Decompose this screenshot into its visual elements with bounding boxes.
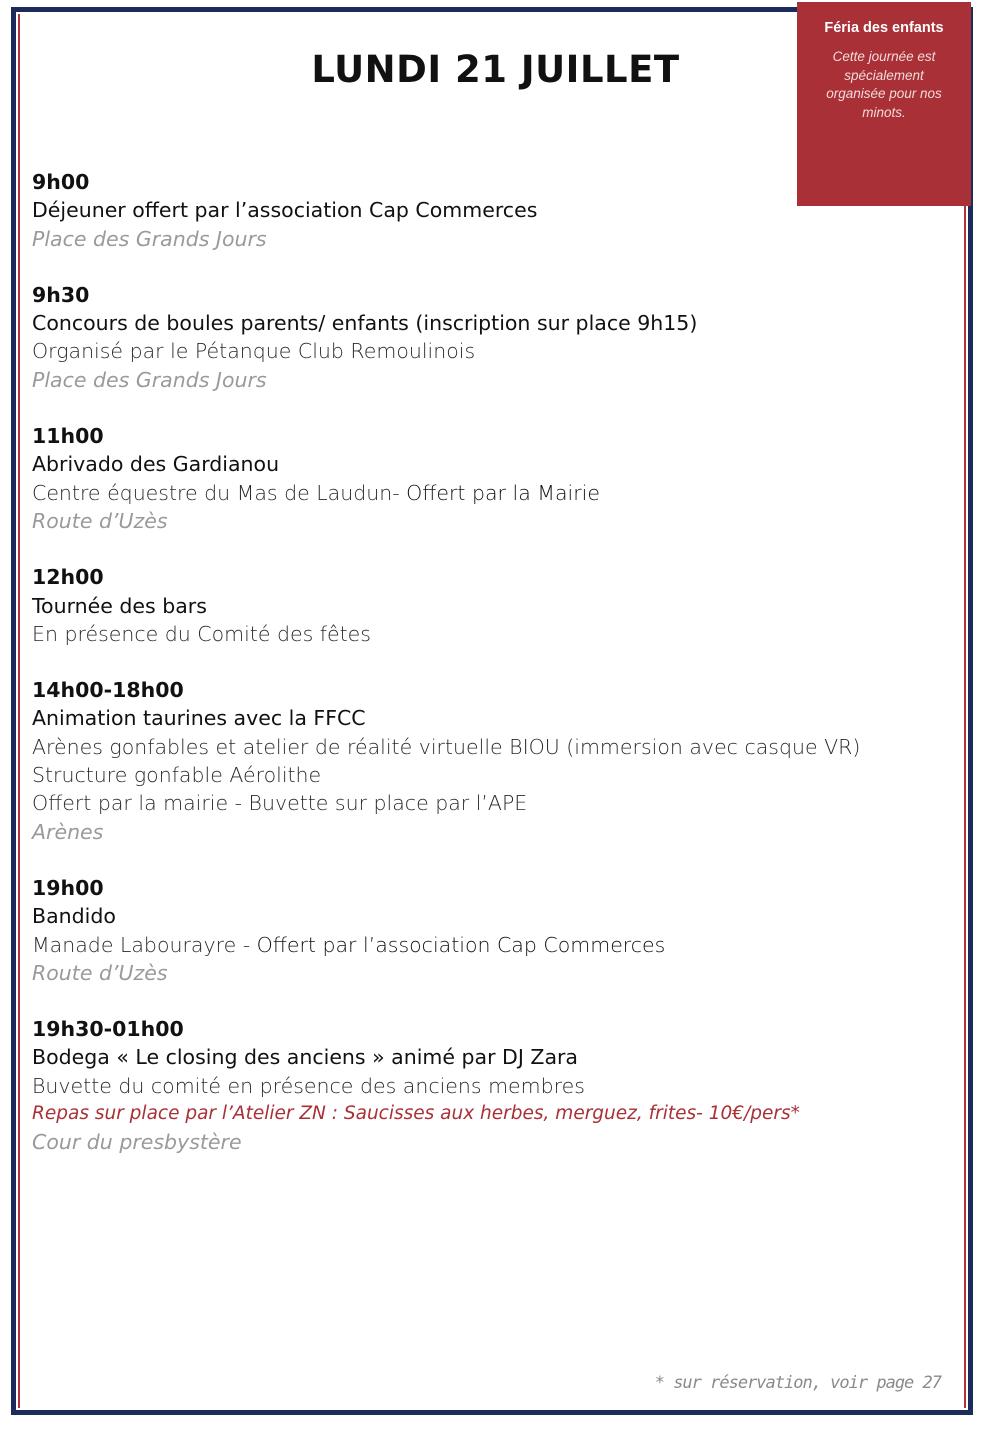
event-item [32,422,932,535]
event-place: Route d’Uzès [32,508,168,533]
event-place: Arènes [32,819,104,844]
event-time: 12h00 [32,565,104,590]
event-title: Tournée des bars [32,593,207,618]
event-detail-organizer: Centre équestre du Mas de Laudun- [32,480,407,505]
event-detail-sponsor: Offert par la Mairie [406,480,600,505]
event-item [32,676,932,846]
event-place: Cour du presbystère [32,1130,242,1155]
event-detail-organizer: Manade Labourayre - [32,932,257,957]
event-title: Bodega « Le closing des anciens » animé par DJ Zara [32,1045,578,1070]
event-time: 11h00 [32,424,104,449]
badge-title: Féria des enfants [824,20,944,36]
event-time: 19h30-01h00 [32,1017,184,1042]
event-detail-sponsor: Offert par l’association Cap Commerces [256,932,666,957]
event-item [32,281,932,394]
event-time: 14h00-18h00 [32,678,184,703]
event-title: Abrivado des Gardianou [32,452,280,477]
event-title: Concours de boules parents/ enfants (inscription sur place 9h15) [32,311,698,336]
badge-text: Cette journée est spécialement organisée pour nos minots. [826,49,942,120]
event-list [32,168,932,1185]
event-detail [32,479,932,507]
event-place: Place des Grands Jours [32,226,267,251]
event-detail: Offert par la mairie - Buvette sur place par l’APE [32,791,528,816]
event-detail: Organisé par le Pétanque Club Remoulinois [32,339,476,364]
event-note: Repas sur place par l’Atelier ZN : Saucisses aux herbes, merguez, frites- 10€/pers* [32,1103,800,1125]
event-time: 9h30 [32,282,90,307]
event-item [32,563,932,648]
page-title: LUNDI 21 JUILLET [311,48,680,91]
event-detail: En présence du Comité des fêtes [32,621,371,646]
event-place: Place des Grands Jours [32,367,267,392]
footnote: * sur réservation, voir page 27 [654,1373,941,1393]
event-detail [32,931,932,959]
event-time: 9h00 [32,170,90,194]
event-detail: Structure gonfable Aérolithe [32,763,322,788]
event-place: Route d’Uzès [32,960,168,985]
event-item [32,1015,932,1156]
event-detail: Buvette du comité en présence des anciens membres [32,1073,585,1098]
event-title: Animation taurines avec la FFCC [32,706,366,731]
event-detail: Arènes gonfables et atelier de réalité virtuelle BIOU (immersion avec casque VR) [32,734,861,759]
event-time: 19h00 [32,875,104,900]
event-item [32,168,932,253]
event-title: Bandido [32,904,116,929]
event-title: Déjeuner offert par l’association Cap Commerces [32,198,538,223]
event-item [32,874,932,987]
